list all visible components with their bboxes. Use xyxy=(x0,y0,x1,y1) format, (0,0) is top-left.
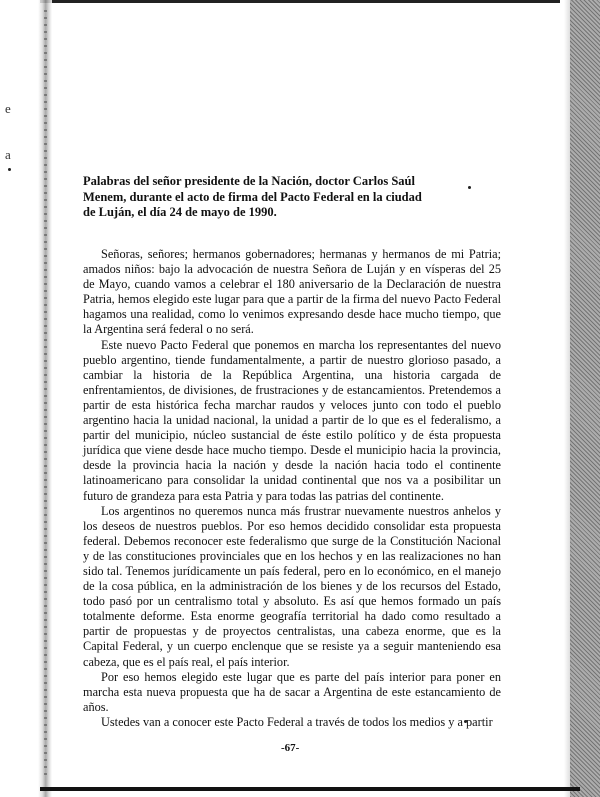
margin-mark: e xyxy=(5,101,11,116)
margin-mark: a xyxy=(5,147,11,162)
top-border-line xyxy=(40,0,560,3)
document-heading: Palabras del señor presidente de la Nación, doctor Carlos Saúl Menem, durante el acto de firma del Pacto Federal en la ciudad de Luján, el día 24 de mayo de 1990. xyxy=(83,174,422,219)
paragraph: Ustedes van a conocer este Pacto Federal a través de todos los medios y a partir xyxy=(101,714,493,729)
scan-edge-noise xyxy=(570,0,600,797)
paragraph: Este nuevo Pacto Federal que ponemos en marcha los representantes del nuevo pueblo argentino, tiende fundamentalmente, a partir de nuestro glorioso pasado, a cambiar la historia de la República Argentina, una historia cargada de enfrentamientos, de divisiones, de frustraciones y de estancamientos. Pretendemos a partir de esta histórica fecha marchar raudos y veloces junto con todo el pueblo argentino hacia la unidad nacional, la unidad a partir de lo que es el federalismo, a partir del municipio, núcleo sustancial de éste estilo político y de ésta propuesta jurídica que viene desde hace mucho tiempo. Desde el municipio hacia la provincia, desde la provincia hacia la nación y desde la nación hacia todo el continente latinoamericano para consolidar la unidad continental que nos va a posibilitar un futuro de grandeza para esta Patria y para todas las patrias del continente. xyxy=(83,337,501,503)
paragraph: Señoras, señores; hermanos gobernadores; hermanas y hermanos de mi Patria; amados niños: bajo la advocación de nuestra Señora de Luján y en vísperas del 25 de Mayo, cuando vamos a celebrar el 180 aniversario de la Declaración de nuestra Patria, hemos elegido este lugar para que a partir de la firma del nuevo Pacto Federal hagamos una realidad, como lo venimos expresando desde hace mucho tiempo, que la Argentina será federal o no será. xyxy=(83,247,501,337)
binding-holes xyxy=(44,10,47,780)
bottom-border-line xyxy=(40,787,580,791)
speck xyxy=(468,186,471,189)
speck xyxy=(8,168,11,171)
paragraph: Los argentinos no queremos nunca más frustrar nuevamente nuestros anhelos y los deseos de nuestros pueblos. Por eso hemos decidido consolidar esta propuesta federal. Debemos reconocer este federalismo que surge de la Constitución Nacional y de las constituciones provinciales que en los hechos y en las realizaciones no han sido tal. Tenemos jurídicamente un país federal, pero en lo económico, en el manejo de la cosa pública, en la administración de los bienes y de los recursos del Estado, todo pasó por un centralismo total y absoluto. Es así que hemos formado un país totalmente deforme. Esta enorme geografía territorial ha dado como resultado a partir de propuestas y de proyectos centralistas, una cabeza enorme, que es la Capital Federal, y un cuerpo enclenque que se resiste ya a seguir manteniendo esa cabeza, que es el país real, el país interior. xyxy=(83,503,501,669)
document-body xyxy=(83,247,501,730)
paragraph: Por eso hemos elegido este lugar que es parte del país interior para poner en marcha esta nueva propuesta que ha de sacar a Argentina de este estancamiento de años. xyxy=(83,669,501,714)
page-number: -67- xyxy=(281,742,300,754)
